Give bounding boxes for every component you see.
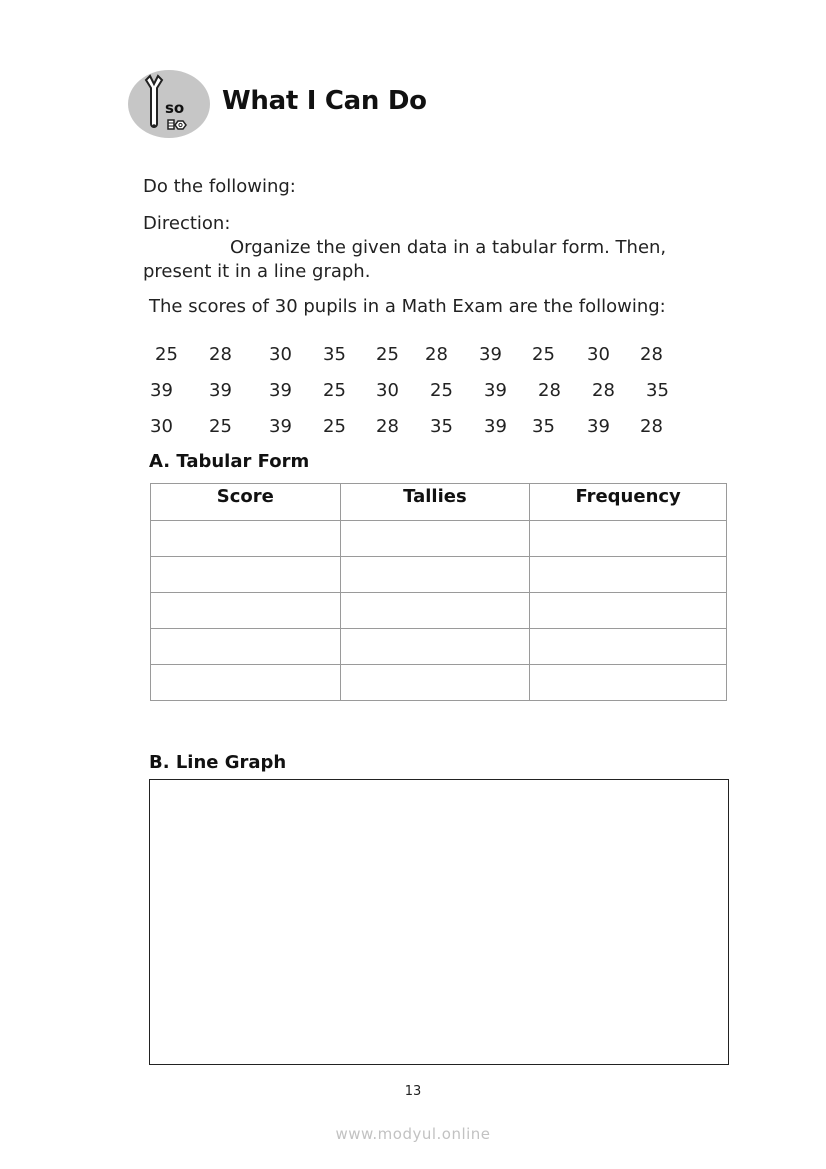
score-value: 30 [150,416,173,437]
section-a-label: A. Tabular Form [149,451,310,472]
line-graph-area[interactable] [149,779,729,1065]
direction-text-line1: Organize the given data in a tabular form. Then, [230,237,667,258]
score-value: 28 [209,344,232,365]
score-value: 28 [592,380,615,401]
column-header-tallies: Tallies [340,484,530,521]
table-row [151,521,727,557]
score-cell[interactable] [151,521,341,557]
tallies-cell[interactable] [340,557,530,593]
score-value: 39 [587,416,610,437]
frequency-cell[interactable] [530,521,727,557]
intro-text: Do the following: [143,176,296,197]
score-value: 35 [532,416,555,437]
score-value: 25 [430,380,453,401]
score-cell[interactable] [151,665,341,701]
table-row [151,629,727,665]
score-value: 39 [479,344,502,365]
direction-text-line2: present it in a line graph. [143,261,371,282]
score-value: 30 [587,344,610,365]
tallies-cell[interactable] [340,629,530,665]
score-value: 25 [155,344,178,365]
score-value: 25 [376,344,399,365]
score-value: 28 [640,416,663,437]
frequency-cell[interactable] [530,557,727,593]
logo-text: so [165,99,185,117]
table-header-row [151,484,727,521]
watermark: www.modyul.online [335,1125,491,1143]
score-value: 39 [484,380,507,401]
score-cell[interactable] [151,629,341,665]
score-value: 25 [323,416,346,437]
score-value: 30 [269,344,292,365]
score-value: 39 [269,380,292,401]
table-row [151,557,727,593]
score-value: 25 [532,344,555,365]
score-value: 25 [209,416,232,437]
tallies-cell[interactable] [340,521,530,557]
wrench-tools-icon [128,70,210,138]
score-cell[interactable] [151,593,341,629]
score-value: 35 [323,344,346,365]
frequency-cell[interactable] [530,629,727,665]
score-value: 28 [425,344,448,365]
tallies-cell[interactable] [340,665,530,701]
scores-intro: The scores of 30 pupils in a Math Exam are the following: [149,296,666,317]
column-header-score: Score [151,484,341,521]
page-title: What I Can Do [222,86,427,116]
score-value: 28 [640,344,663,365]
score-value: 39 [484,416,507,437]
score-value: 28 [376,416,399,437]
direction-label: Direction: [143,213,231,234]
score-value: 39 [269,416,292,437]
score-value: 39 [209,380,232,401]
score-value: 30 [376,380,399,401]
score-value: 28 [538,380,561,401]
score-value: 25 [323,380,346,401]
table-row [151,665,727,701]
section-b-label: B. Line Graph [149,752,287,773]
column-header-frequency: Frequency [530,484,727,521]
frequency-cell[interactable] [530,665,727,701]
frequency-table [150,483,727,701]
page-number: 13 [404,1084,422,1099]
frequency-cell[interactable] [530,593,727,629]
table-row [151,593,727,629]
score-cell[interactable] [151,557,341,593]
tallies-cell[interactable] [340,593,530,629]
score-value: 35 [646,380,669,401]
score-value: 35 [430,416,453,437]
score-value: 39 [150,380,173,401]
